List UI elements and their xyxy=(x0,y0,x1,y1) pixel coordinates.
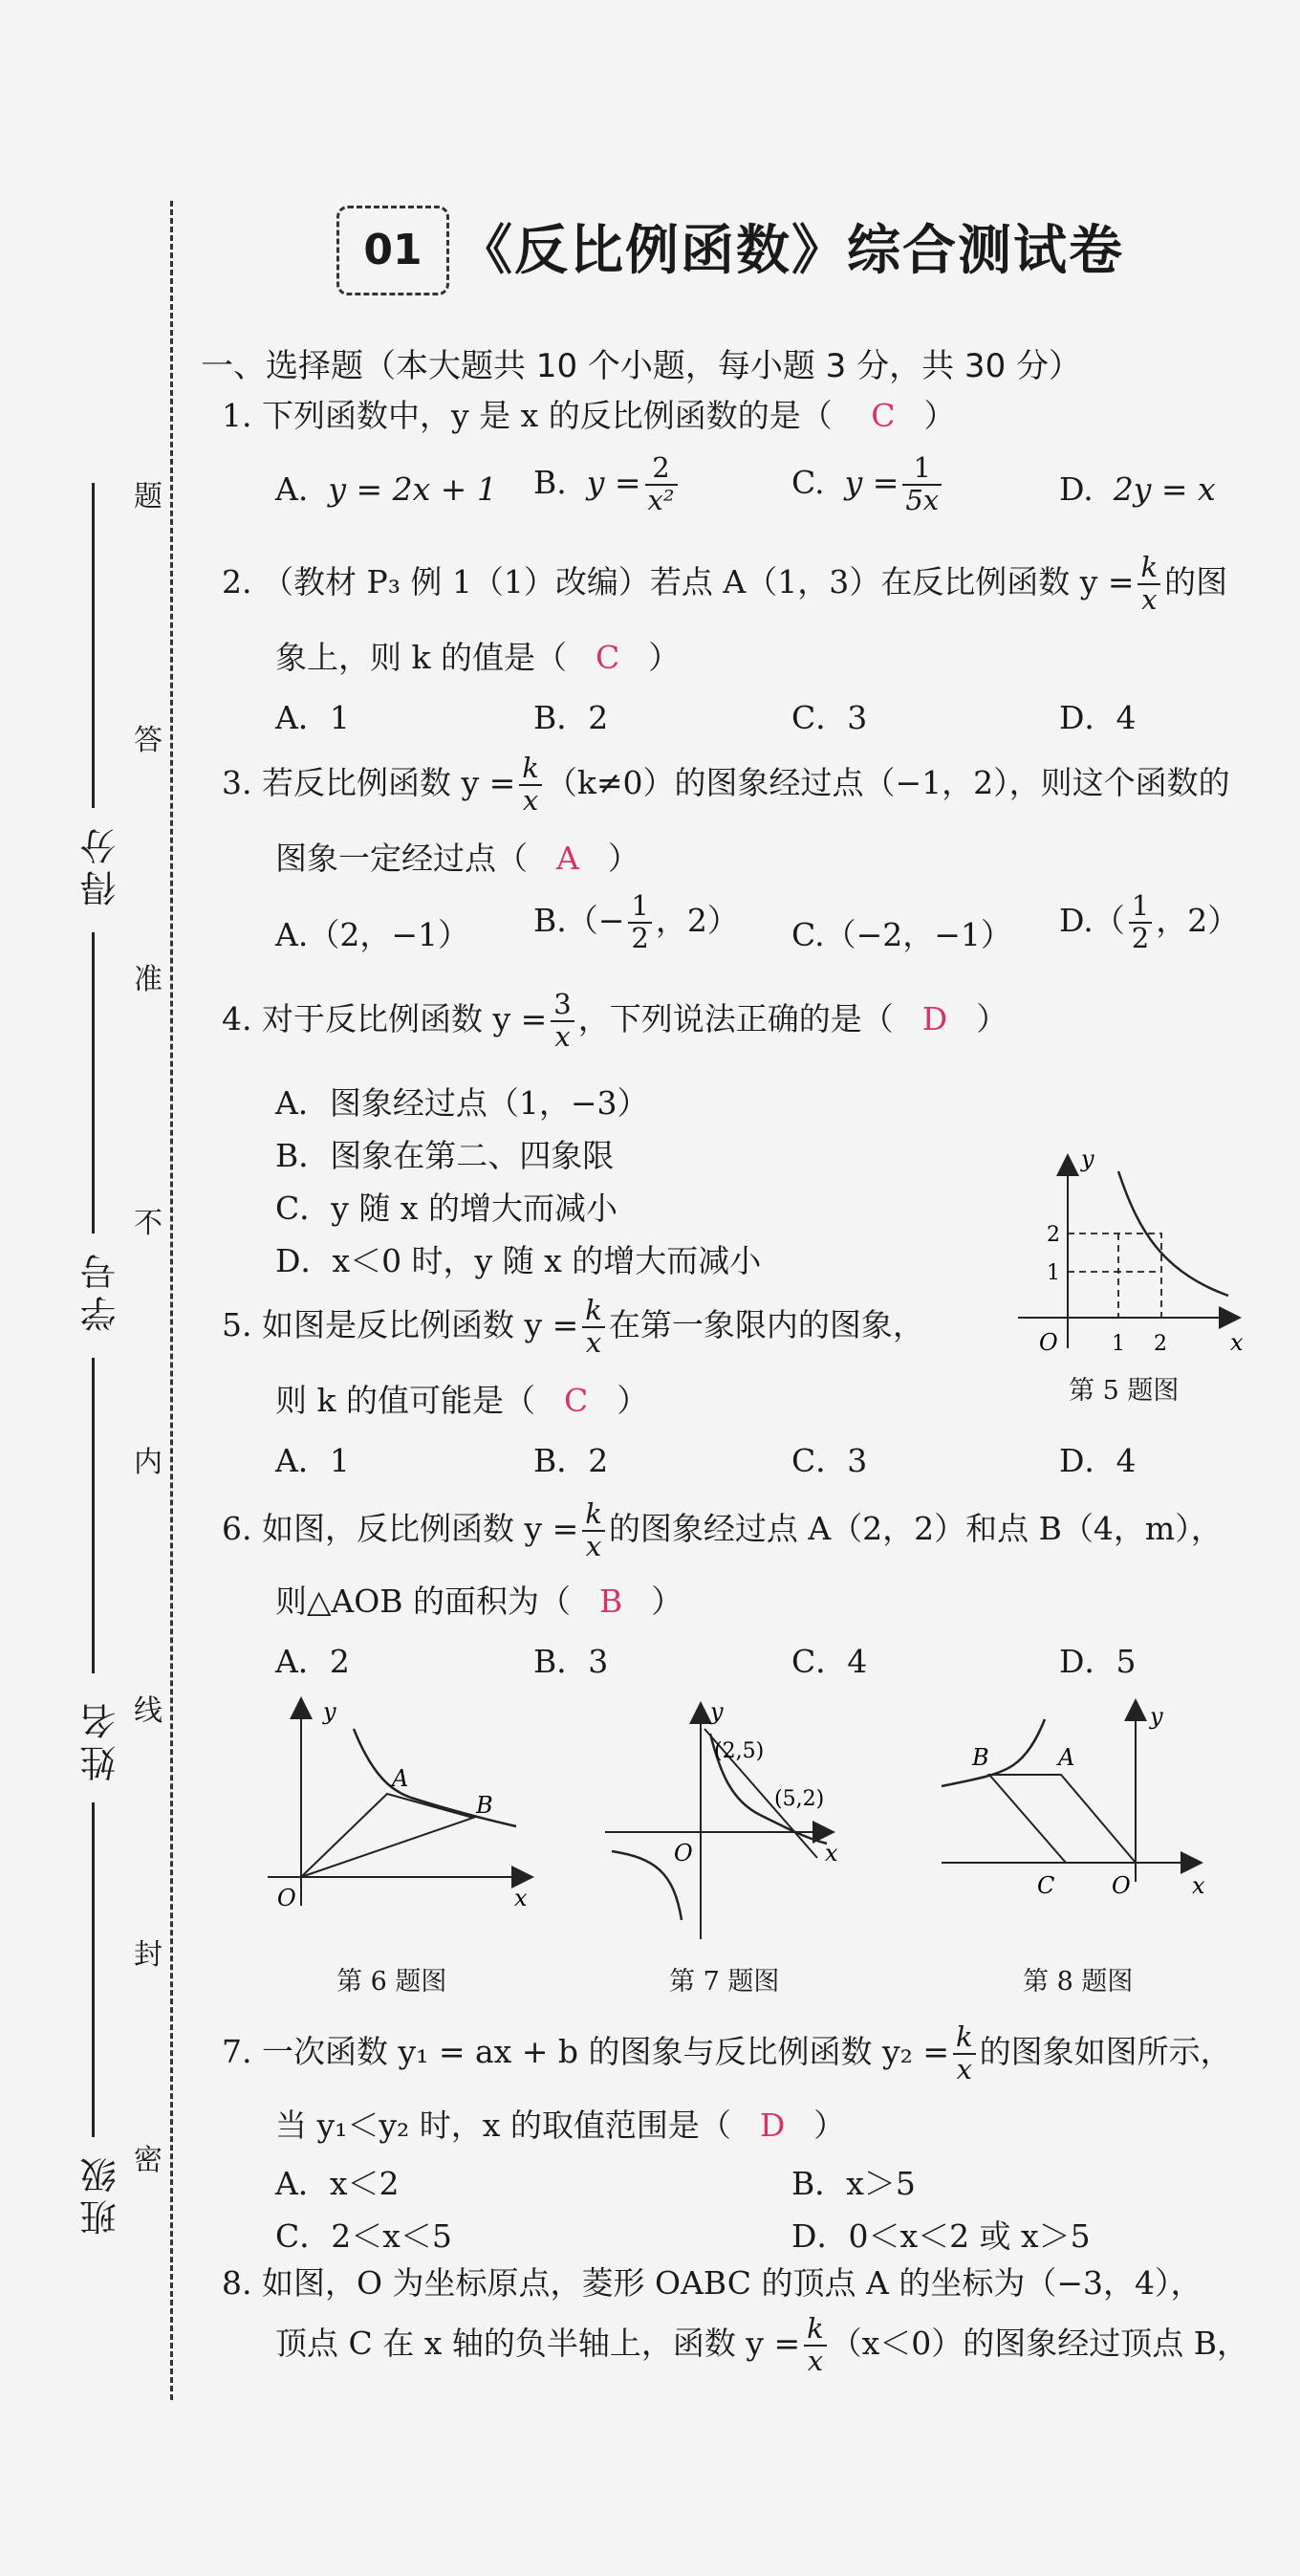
q1-option-a: A. y = 2x + 1 xyxy=(275,470,497,508)
origin-label: O xyxy=(1039,1329,1058,1356)
q7-option-b: B．x＞5 xyxy=(791,2165,916,2202)
q5-option-d: D．4 xyxy=(1059,1442,1137,1479)
binding-char: 题 xyxy=(134,480,162,513)
question-2: 2. （教材 P₃ 例 1（1）改编）若点 A（1，3）在反比例函数 y = $\frac{k}{x}$ 的图 xyxy=(222,551,1228,616)
label-score: 得分 xyxy=(80,822,122,906)
point-label-5-2: (5,2) xyxy=(774,1787,825,1811)
answer-3: A xyxy=(556,840,579,877)
question-5-line-2: 则 k 的值可能是（ C ） xyxy=(275,1382,649,1419)
binding-rule xyxy=(92,1802,95,2137)
hyperbola-curve xyxy=(1118,1171,1228,1296)
binding-char: 内 xyxy=(134,1446,162,1479)
q7-option-d: D．0＜x＜2 或 x＞5 xyxy=(791,2217,1091,2255)
binding-char: 准 xyxy=(134,963,162,996)
figure-q6-caption: 第 6 题图 xyxy=(336,1967,447,1997)
q6-option-c: C．4 xyxy=(791,1643,868,1680)
q2-option-d: D．4 xyxy=(1059,699,1137,736)
origin-label: O xyxy=(674,1840,693,1867)
point-label-2-5: (2,5) xyxy=(714,1739,765,1763)
label-student-id: 学号 xyxy=(80,1248,122,1332)
figure-q7-caption: 第 7 题图 xyxy=(669,1967,780,1997)
q5-option-c: C．3 xyxy=(791,1442,868,1479)
q2-option-c: C．3 xyxy=(791,699,868,736)
figure-q5-graph xyxy=(1008,1138,1257,1358)
question-1: 1. 下列函数中，y 是 x 的反比例函数的是（ C ） xyxy=(222,397,956,434)
answer-2: C xyxy=(595,639,620,676)
binding-rule xyxy=(92,483,95,808)
q5-option-a: A．1 xyxy=(275,1442,350,1479)
q7-option-c: C．2＜x＜5 xyxy=(275,2217,452,2255)
q1-option-b: B. y = $\frac{2}{\text{x²}}$ xyxy=(533,453,682,516)
q1-option-d: D. 2y = x xyxy=(1059,470,1216,508)
figure-q8-graph xyxy=(932,1691,1219,1930)
figure-q5-caption: 第 5 题图 xyxy=(1069,1376,1180,1406)
q7-option-a: A．x＜2 xyxy=(275,2165,400,2202)
question-3: 3. 若反比例函数 y = $\frac{k}{x}$ （k≠0）的图象经过点（−1，2），则这个函数的 xyxy=(222,752,1230,817)
q4-option-a: A．图象经过点（1，−3） xyxy=(275,1084,649,1122)
question-6-line-2: 则△AOB 的面积为（ B ） xyxy=(275,1583,683,1620)
question-7: 7. 一次函数 y₁ = ax + b 的图象与反比例函数 y₂ = $\frac{k}{x}$ 的图象如图所示， xyxy=(222,2020,1232,2085)
answer-6: B xyxy=(599,1583,623,1620)
question-6: 6. 如图，反比例函数 y = $\frac{k}{x}$ 的图象经过点 A（2，2）和点 B（4，m）， xyxy=(222,1497,1223,1562)
q4-option-d: D．x＜0 时，y 随 x 的增大而减小 xyxy=(275,1242,762,1279)
point-b-label: B xyxy=(476,1792,493,1819)
y-label: y xyxy=(1150,1703,1163,1730)
answer-1: C xyxy=(871,397,896,434)
rhombus-oabc xyxy=(989,1775,1136,1863)
page-title: 《反比例函数》综合测试卷 xyxy=(459,220,1124,282)
hyperbola-curve xyxy=(942,1719,1045,1786)
q5-option-b: B．2 xyxy=(533,1442,609,1479)
binding-char: 答 xyxy=(134,724,162,757)
figure-q6-graph xyxy=(258,1691,554,1930)
q6-option-d: D．5 xyxy=(1059,1643,1137,1680)
label-name: 姓名 xyxy=(80,1697,122,1781)
question-2-line-2: 象上，则 k 的值是（ C ） xyxy=(275,639,681,676)
point-c-label: C xyxy=(1037,1872,1055,1899)
answer-7: D xyxy=(759,2107,786,2144)
question-7-line-2: 当 y₁＜y₂ 时，x 的取值范围是（ D ） xyxy=(275,2107,846,2144)
binding-char: 线 xyxy=(134,1694,162,1728)
y-tick-label: 1 xyxy=(1047,1261,1060,1285)
binding-rule xyxy=(92,932,95,1233)
x-label: x xyxy=(1230,1329,1244,1356)
point-b-label: B xyxy=(972,1744,989,1771)
triangle-aob xyxy=(301,1794,473,1877)
x-tick-label: 1 xyxy=(1112,1332,1125,1356)
q3-option-b: B.（− $\frac{1}{2}$ ，2） xyxy=(533,889,739,954)
q2-option-a: A．1 xyxy=(275,699,350,736)
y-label: y xyxy=(1081,1146,1094,1172)
origin-label: O xyxy=(277,1885,296,1911)
binding-char: 密 xyxy=(134,2144,162,2177)
q6-option-a: A．2 xyxy=(275,1643,350,1680)
q6-option-b: B．3 xyxy=(533,1643,609,1680)
question-8: 8. 如图，O 为坐标原点，菱形 OABC 的顶点 A 的坐标为（−3，4）， xyxy=(222,2264,1202,2302)
section-heading: 一、选择题（本大题共 10 个小题，每小题 3 分，共 30 分） xyxy=(201,347,1082,385)
x-label: x xyxy=(1192,1872,1205,1899)
guide-lines xyxy=(1068,1233,1161,1318)
point-a-label: A xyxy=(1058,1744,1075,1771)
binding-rule xyxy=(92,1358,95,1673)
answer-5: C xyxy=(563,1382,589,1419)
binding-char: 不 xyxy=(134,1207,162,1240)
figure-q7-graph xyxy=(597,1691,884,1949)
q1-option-c: C. y = $\frac{1}{5x}$ xyxy=(791,453,945,516)
y-label: y xyxy=(710,1698,724,1725)
q2-option-b: B．2 xyxy=(533,699,609,736)
answer-4: D xyxy=(921,999,948,1037)
label-class: 班级 xyxy=(80,2151,122,2236)
question-5: 5. 如图是反比例函数 y = $\frac{k}{x}$ 在第一象限内的图象， xyxy=(222,1294,924,1359)
question-4: 4. 对于反比例函数 y = $\frac{3}{x}$ ，下列说法正确的是（ D ） xyxy=(222,988,1008,1053)
q4-option-b: B．图象在第二、四象限 xyxy=(275,1137,615,1174)
q3-option-a: A.（2，−1） xyxy=(275,916,469,953)
y-tick-label: 2 xyxy=(1047,1223,1060,1247)
hyperbola-branch-3 xyxy=(612,1851,682,1920)
question-3-line-2: 图象一定经过点（ A ） xyxy=(275,840,639,877)
test-number-badge: 01 xyxy=(336,206,449,295)
q3-option-d: D.（ $\frac{1}{2}$ ，2） xyxy=(1059,889,1240,954)
figure-q8-caption: 第 8 题图 xyxy=(1023,1967,1134,1997)
q3-option-c: C.（−2，−1） xyxy=(791,916,1012,953)
binding-char: 封 xyxy=(134,1938,162,1972)
origin-label: O xyxy=(1112,1872,1131,1899)
q4-option-c: C．y 随 x 的增大而减小 xyxy=(275,1190,618,1227)
x-tick-label: 2 xyxy=(1154,1332,1167,1356)
point-a-label: A xyxy=(392,1765,409,1792)
y-label: y xyxy=(323,1698,336,1725)
question-8-line-2: 顶点 C 在 x 轴的负半轴上，函数 y = $\frac{k}{x}$ （x＜0）的图象经过顶点 B， xyxy=(275,2312,1249,2377)
x-label: x xyxy=(825,1840,838,1867)
binding-dashed-line xyxy=(170,201,173,2400)
x-label: x xyxy=(514,1885,528,1911)
